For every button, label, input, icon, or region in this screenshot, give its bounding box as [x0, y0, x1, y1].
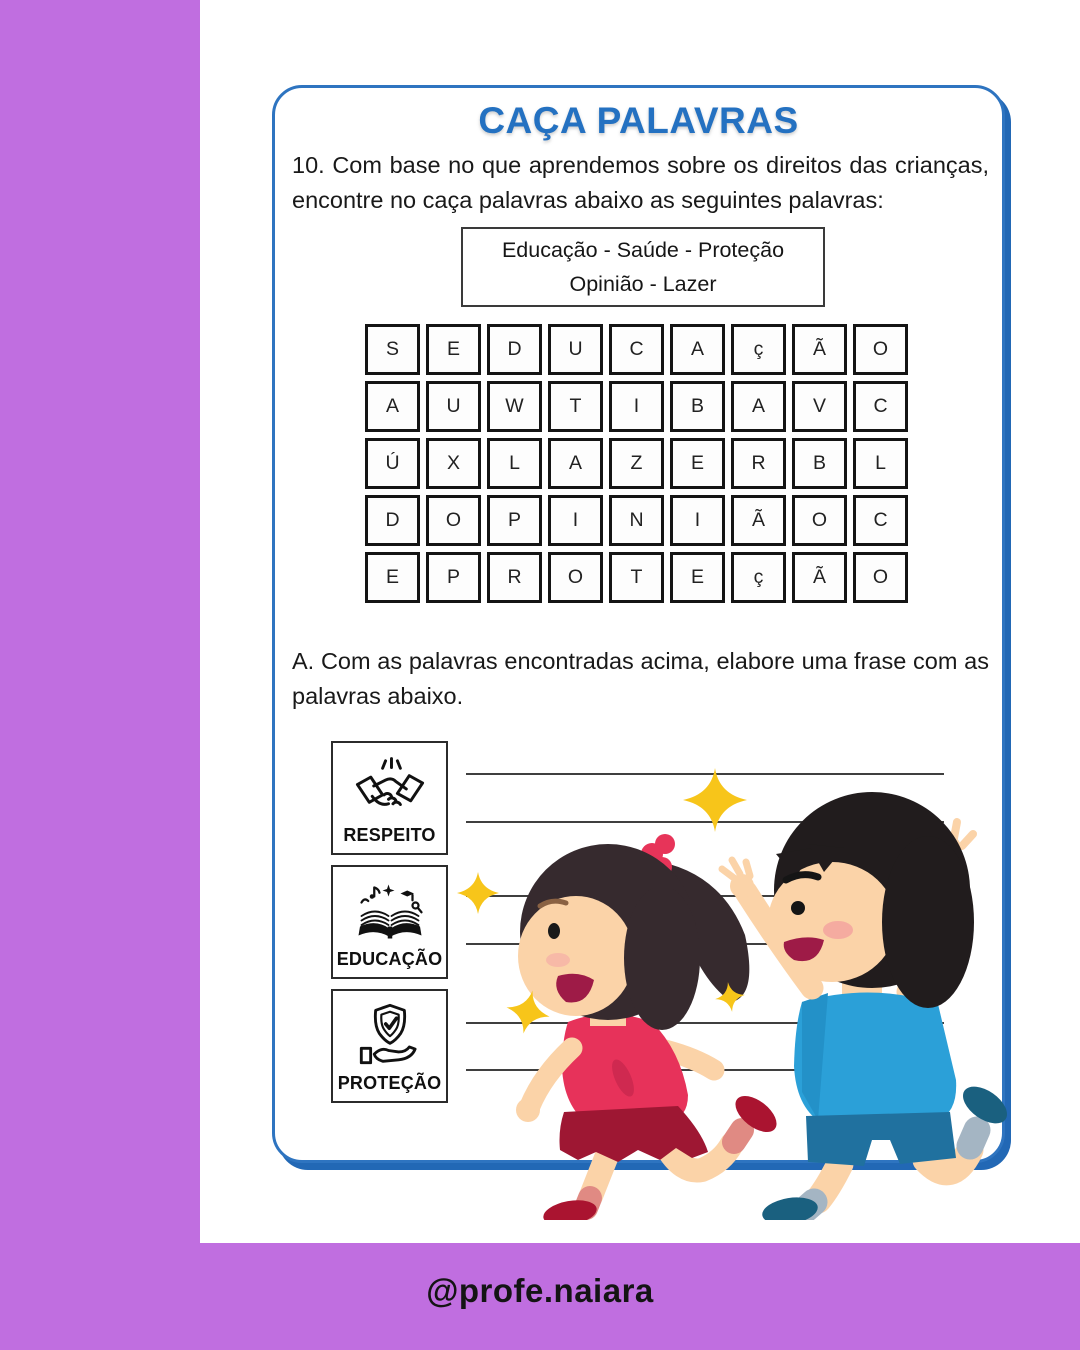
grid-cell: N: [609, 495, 664, 546]
grid-cell: V: [792, 381, 847, 432]
grid-cell: U: [426, 381, 481, 432]
word-bank-line-1: Educação - Saúde - Proteção: [501, 237, 785, 262]
grid-cell: P: [426, 552, 481, 603]
children-playing-illustration: [440, 750, 1020, 1220]
word-bank-box: [461, 227, 825, 307]
grid-cell: C: [853, 381, 908, 432]
grid-cell: O: [853, 552, 908, 603]
grid-cell: Ã: [731, 495, 786, 546]
grid-cell: I: [670, 495, 725, 546]
grid-cell: W: [487, 381, 542, 432]
shield-hand-icon: [354, 991, 426, 1073]
grid-cell: R: [731, 438, 786, 489]
grid-cell: Ã: [792, 324, 847, 375]
grid-cell: T: [609, 552, 664, 603]
grid-cell: O: [426, 495, 481, 546]
grid-cell: L: [487, 438, 542, 489]
grid-cell: D: [487, 324, 542, 375]
grid-cell: ç: [731, 552, 786, 603]
grid-cell: Ú: [365, 438, 420, 489]
word-bank-line-2: Opinião - Lazer: [569, 272, 717, 296]
grid-cell: C: [853, 495, 908, 546]
grid-cell: D: [365, 495, 420, 546]
grid-cell: L: [853, 438, 908, 489]
grid-cell: U: [548, 324, 603, 375]
grid-cell: E: [365, 552, 420, 603]
protecao-label: PROTEÇÃO: [337, 1073, 442, 1093]
grid-cell: A: [731, 381, 786, 432]
grid-cell: B: [670, 381, 725, 432]
grid-cell: I: [548, 495, 603, 546]
grid-cell: T: [548, 381, 603, 432]
grid-cell: X: [426, 438, 481, 489]
grid-cell: S: [365, 324, 420, 375]
educacao-box: [331, 865, 448, 979]
boy-figure: [722, 792, 1014, 1220]
page-title: CAÇA PALAVRAS: [478, 100, 799, 141]
grid-cell: B: [792, 438, 847, 489]
task-a-text: A. Com as palavras encontradas acima, elabore uma frase com as palavras abaixo.: [292, 648, 989, 710]
instagram-handle: @profe.naiara: [426, 1272, 654, 1309]
grid-cell: E: [670, 552, 725, 603]
handshake-icon: [353, 743, 427, 825]
question-10-text: 10. Com base no que aprendemos sobre os direitos das crianças, encontre no caça palavras abaixo as seguintes palavras:: [292, 152, 989, 214]
grid-cell: E: [426, 324, 481, 375]
grid-cell: O: [548, 552, 603, 603]
educacao-label: EDUCAÇÃO: [336, 949, 443, 969]
grid-cell: Ã: [792, 552, 847, 603]
grid-cell: P: [487, 495, 542, 546]
grid-cell: A: [548, 438, 603, 489]
grid-cell: ç: [731, 324, 786, 375]
grid-cell: O: [853, 324, 908, 375]
grid-cell: Z: [609, 438, 664, 489]
grid-cell: O: [792, 495, 847, 546]
open-book-icon: [352, 867, 428, 949]
respeito-box: [331, 741, 448, 855]
grid-cell: A: [365, 381, 420, 432]
grid-cell: E: [670, 438, 725, 489]
purple-side-strip: [0, 0, 200, 1350]
protecao-box: [331, 989, 448, 1103]
respeito-label: RESPEITO: [343, 825, 436, 845]
grid-cell: A: [670, 324, 725, 375]
grid-cell: C: [609, 324, 664, 375]
word-search-grid: [365, 324, 908, 603]
grid-cell: R: [487, 552, 542, 603]
grid-cell: I: [609, 381, 664, 432]
